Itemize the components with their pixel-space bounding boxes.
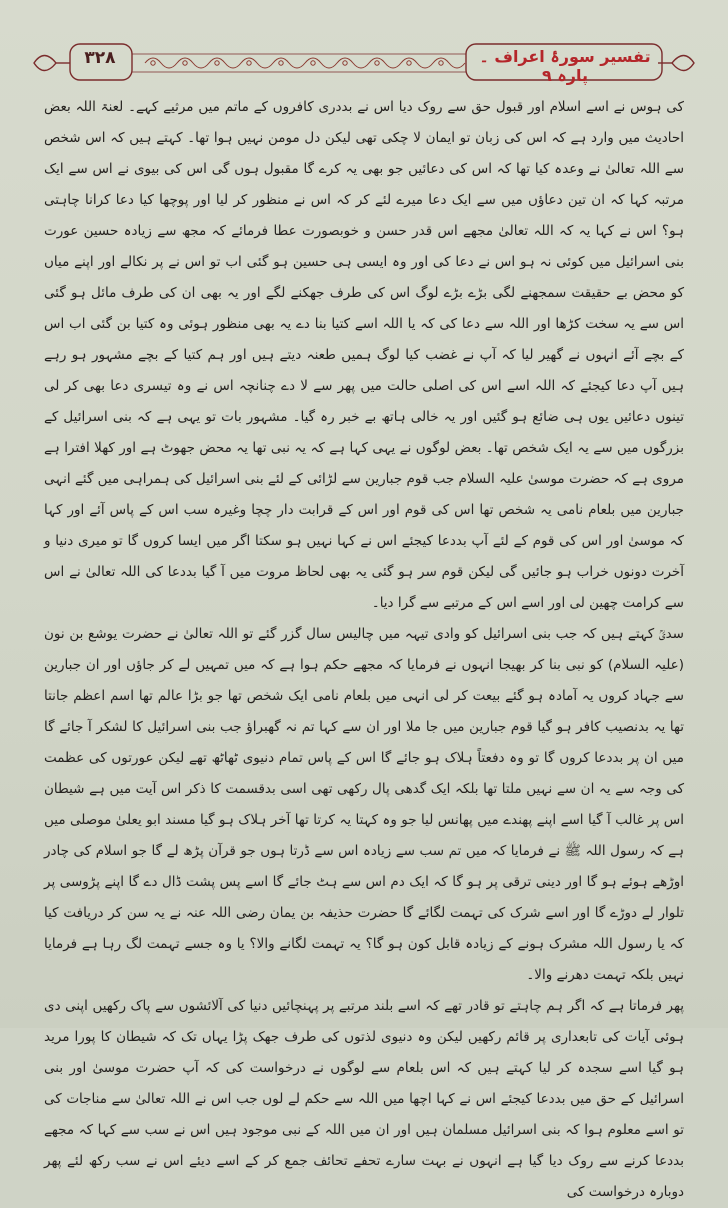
page-number: ۳۲۸ <box>84 48 116 68</box>
running-title: تفسیر سورۂ اعراف ۔ پارہ ۹ <box>479 47 651 85</box>
paragraph: سدیؒ کہتے ہیں کہ جب بنی اسرائیل کو وادی تیہہ میں چالیس سال گزر گئے تو اللہ تعالیٰ نے حضرت یوشع بن نون (علیہ السلام) کو نبی بنا کر بھیجا انہوں نے فرمایا کہ مجھے حکم ہوا ہے کہ میں تمہیں لے کر جاؤں اور ان جبارین سے جہاد کروں یہ آمادہ ہو گئے بیعت کر لی انہی میں بلعام نامی ایک شخص تھا جو بڑا عالم تھا اسم اعظم جانتا تھا یہ بدنصیب کافر ہو گیا قوم جبارین میں جا ملا اور ان سے کہا تم نہ گھبراؤ جب بنی اسرائیل کا لشکر آ جائے گا میں ان پر بددعا کروں گا تو وہ دفعتاً ہلاک ہو جائے گا اس کے پاس تمام دنیوی ٹھاٹھ تھے لیکن عورتوں کی عظمت کی وجہ سے یہ ان سے نہیں ملتا تھا بلکہ ایک گدھی پال رکھی تھی اسی بدقسمت کا ذکر اس آیت میں ہے شیطان اس پر غالب آ گیا اسے اپنے پھندے میں پھانس لیا جو وہ کہتا یہ کرتا تھا آخر ہلاک ہو گیا مسند ابو یعلیٰ موصلی میں ہے کہ رسول اللہ ﷺ نے فرمایا کہ میں تم سب سے زیادہ اس سے ڈرتا ہوں جو قرآن پڑھ لے گا جو اسلام کی چادر اوڑھے ہوئے ہو گا اور دینی ترقی پر ہو گا کہ ایک دم اس سے ہٹ جائے گا اسے پس پشت ڈال دے گا اپنے پڑوسی پر تلوار لے دوڑے گا اور اسے شرک کی تہمت لگائے گا حضرت حذیفہ بن یمان رضی اللہ عنہ نے یہ سن کر دریافت کیا کہ یا رسول اللہ مشرک ہونے کے زیادہ قابل کون ہو گا؟ یہ تہمت لگانے والا؟ یا وہ جسے تہمت لگ رہا ہے فرمایا نہیں بلکہ تہمت دھرنے والا۔ <box>44 626 684 983</box>
paragraph: کی ہوس نے اسے اسلام اور قبول حق سے روک دیا اس نے بددری کافروں کے ماتم میں مرثیے کہے۔ لعنۃ اللہ بعض احادیث میں وارد ہے کہ اس کی زبان تو ایمان لا چکی تھی لیکن دل مومن نہیں ہوا تھا۔ کہتے ہیں کہ اس شخص سے اللہ تعالیٰ نے وعدہ کیا تھا کہ اس کی دعائیں جو بھی یہ کرے گا مقبول ہوں گی اس کی بیوی نے اس سے ایک مرتبہ کہا کہ ان تین دعاؤں میں سے ایک دعا میرے لئے کر کہ اس نے منظور کر لیا اور پوچھا کیا دعا کرانا چاہتی ہو؟ اس نے کہا یہ کہ اللہ تعالیٰ مجھے اس قدر حسن و خوبصورت عطا فرمائے کہ مجھ سے زیادہ حسین عورت بنی اسرائیل میں کوئی نہ ہو اس نے دعا کی اور وہ ایسی ہی حسین ہو گئی اب تو اس نے پر نکالے اور اپنے میاں کو محض بے حقیقت سمجھنے لگی بڑے بڑے لوگ اس کی طرف جھکنے لگے اور یہ بھی ان کی طرف مائل ہو گئی اس سے یہ سخت کڑھا اور اللہ سے دعا کی کہ یا اللہ اسے کتیا بنا دے یہ بھی منظور ہوئی وہ کتیا بن گئی اب اس کے بچے آئے انہوں نے گھیر لیا کہ آپ نے غضب کیا لوگ ہمیں طعنہ دیتے ہیں اور ہم کتیا کے بچے مشہور ہو رہے ہیں آپ دعا کیجئے کہ اللہ اسے اس کی اصلی حالت میں پھر سے لا دے چنانچہ اس نے وہ تیسری دعا بھی کر لی تینوں دعائیں یوں ہی ضائع ہو گئیں اور یہ خالی ہاتھ بے خبر رہ گیا۔ مشہور بات تو یہی ہے کہ بنی اسرائیل کے بزرگوں میں سے یہ ایک شخص تھا۔ بعض لوگوں نے یہی کہا ہے کہ یہ نبی تھا یہ محض جھوٹ ہے اور کھلا افترا ہے مروی ہے کہ حضرت موسیٰ علیہ السلام جب قوم جبارین سے لڑائی کے لئے بنی اسرائیل کی ہمراہی میں گئے انہی جبارین میں بلعام نامی یہ شخص تھا اس کی قوم اور اس کے قرابت دار چچا وغیرہ سب اس کے پاس آئے اور کہا کہ موسیٰ اور اس کی قوم کے لئے آپ بددعا کیجئے اس نے کہا نہیں ہو سکتا اگر میں ایسا کروں گا تو میری دنیا و آخرت دونوں خراب ہو جائیں گی لیکن قوم سر ہو گئی یہ بھی لحاظ مروت میں آ گیا بددعا کی اللہ تعالیٰ نے اس سے کرامت چھین لی اور اسے اس کے مرتبے سے گرا دیا۔ <box>44 99 684 611</box>
paragraph: پھر فرماتا ہے کہ اگر ہم چاہتے تو قادر تھے کہ اسے بلند مرتبے پر پہنچائیں دنیا کی آلائشوں سے پاک رکھیں اپنی دی ہوئی آیات کی تابعداری پر قائم رکھیں لیکن وہ دنیوی لذتوں کی طرف جھک پڑا یہاں تک کہ شیطان کا پورا مرید ہو گیا اسے سجدہ کر لیا کہتے ہیں کہ اس بلعام سے لوگوں نے درخواست کی کہ آپ حضرت موسیٰ اور بنی اسرائیل کے حق میں بددعا کیجئے اس نے کہا اچھا میں اللہ سے حکم لے لوں جب اس نے اللہ تعالیٰ سے مناجات کی تو اسے معلوم ہوا کہ بنی اسرائیل مسلمان ہیں اور ان میں اللہ کے نبی موجود ہیں اس نے سب سے کہا کہ مجھے بددعا کرنے سے روک دیا گیا ہے انہوں نے بہت سارے تحفے تحائف جمع کر کے اسے دیئے اس نے سب رکھ لئے پھر دوبارہ درخواست کی <box>44 998 684 1200</box>
page-header <box>30 40 698 86</box>
main-text <box>44 92 684 1200</box>
